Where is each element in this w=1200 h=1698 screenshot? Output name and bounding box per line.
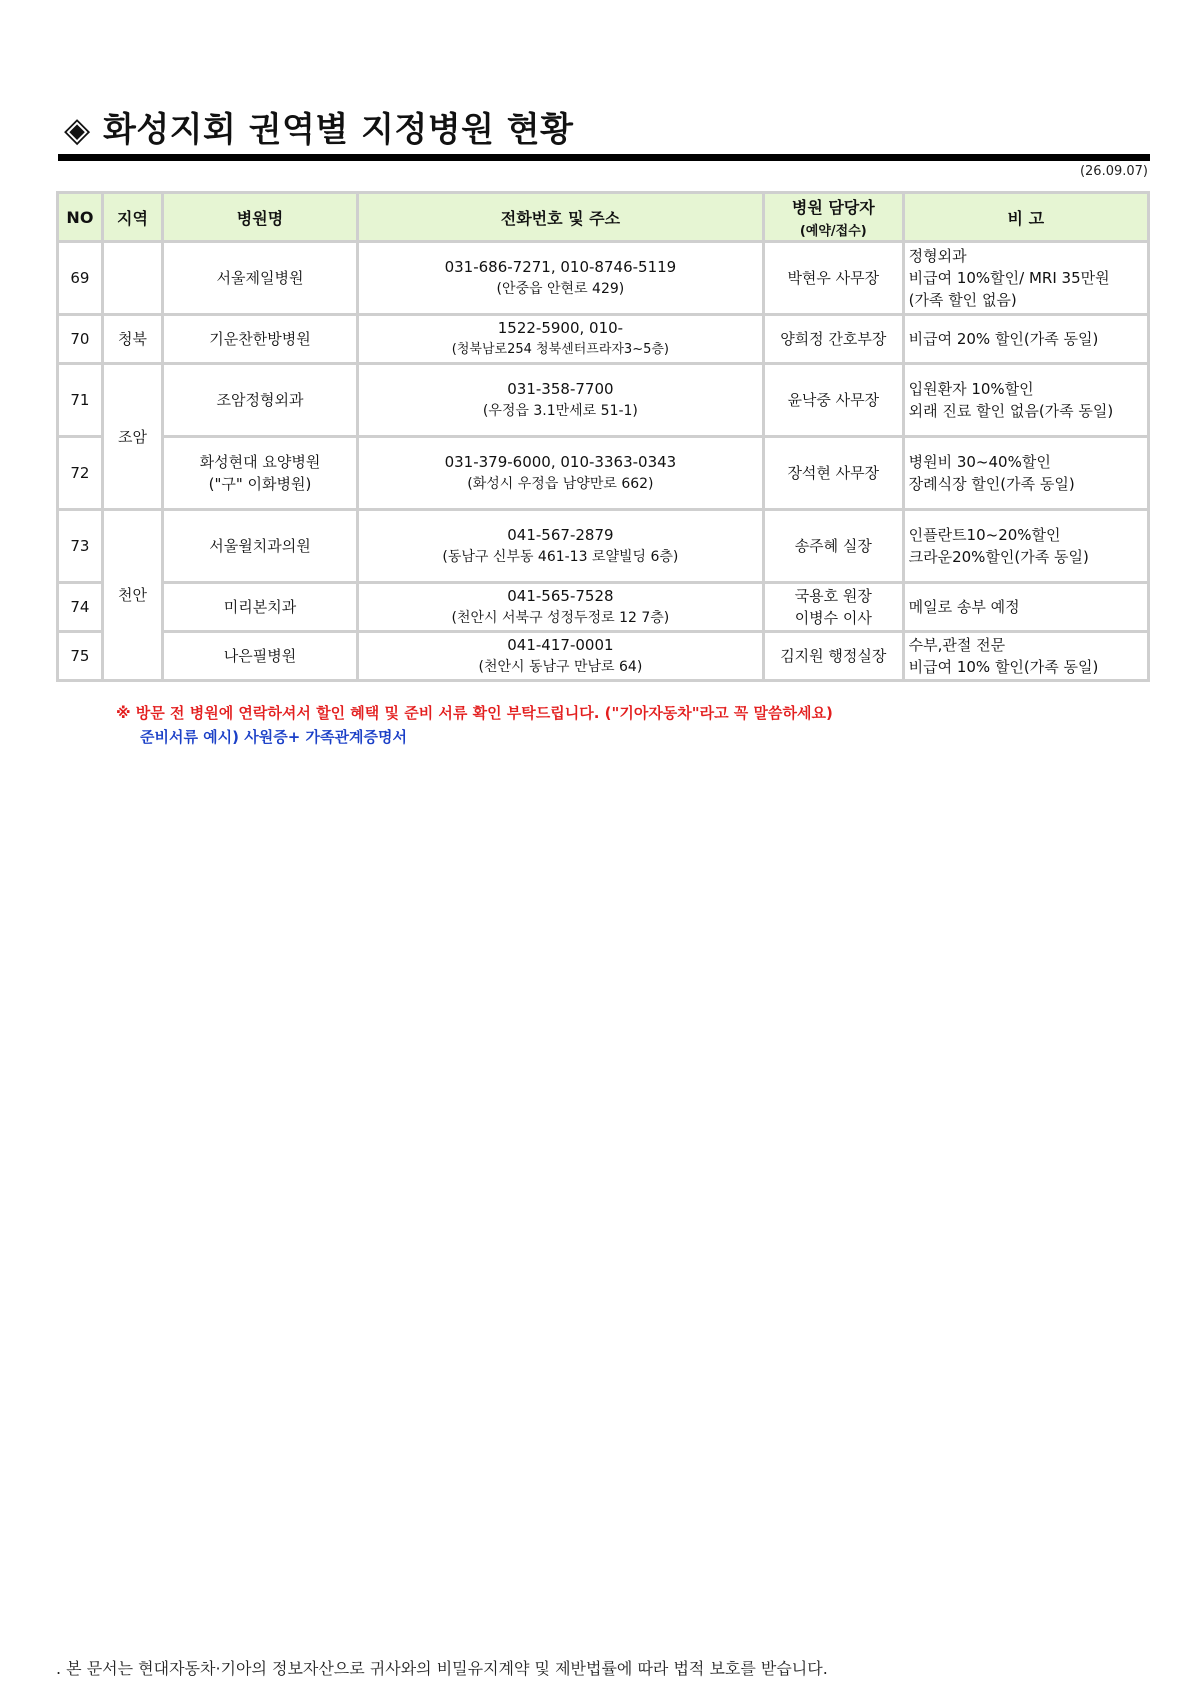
phone-number: 031-379-6000, 010-3363-0343 (444, 453, 677, 471)
cell-contact (359, 365, 762, 435)
cell-manager (765, 243, 902, 313)
cell-no: 70 (59, 316, 101, 362)
hospital-table (56, 191, 1150, 682)
cell-note (905, 243, 1147, 313)
manager-name: 윤낙중 사무장 (787, 391, 880, 409)
document-date: (26.09.07) (1079, 164, 1148, 179)
address: (우정읍 3.1만세로 51-1) (482, 403, 638, 419)
cell-hospital-name (164, 584, 356, 630)
table-row (59, 243, 1147, 313)
note-line: 인플란트10~20%할인 (908, 526, 1061, 544)
cell-note (905, 365, 1147, 435)
cell-contact (359, 316, 762, 362)
cell-hospital-name (164, 365, 356, 435)
cell-hospital-name (164, 243, 356, 313)
phone-number: 041-565-7528 (507, 587, 614, 605)
cell-region (104, 243, 161, 313)
note-line: 비급여 10%할인/ MRI 35만원 (908, 269, 1110, 287)
column-header-manager-sub: (예약/접수) (799, 224, 867, 239)
confidentiality-footer: . 본 문서는 현대자동차·기아의 정보자산으로 귀사와의 비밀유지계약 및 제반법률에 따라 법적 보호를 받습니다. (56, 1659, 828, 1678)
cell-region: 청북 (104, 316, 161, 362)
cell-no: 71 (59, 365, 101, 435)
note-line: 비급여 10% 할인(가족 동일) (908, 658, 1099, 676)
column-header-contact: 전화번호 및 주소 (359, 194, 762, 240)
phone-number: 1522-5900, 010- (497, 319, 624, 337)
manager-name: 장석현 사무장 (787, 464, 880, 482)
manager-name: 양희정 간호부장 (780, 330, 887, 348)
cell-contact (359, 511, 762, 581)
column-header-region: 지역 (104, 194, 161, 240)
column-header-manager (765, 194, 902, 240)
hospital-name-line: 미리본치과 (223, 598, 297, 616)
column-header-no: NO (59, 194, 101, 240)
address: (천안시 서북구 성정두정로 12 7층) (451, 610, 670, 626)
required-documents-note: 준비서류 예시) 사원증+ 가족관계증명서 (140, 728, 407, 746)
column-header-manager-label: 병원 담당자 (791, 198, 875, 217)
table-row (59, 316, 1147, 362)
manager-name: 국용호 원장 (794, 587, 872, 605)
cell-hospital-name (164, 511, 356, 581)
cell-hospital-name (164, 633, 356, 679)
phone-number: 031-358-7700 (507, 380, 614, 398)
cell-hospital-name (164, 316, 356, 362)
note-line: 수부,관절 전문 (908, 636, 1006, 654)
table-row (59, 511, 1147, 581)
manager-name: 송주혜 실장 (794, 537, 872, 555)
column-header-note: 비 고 (905, 194, 1147, 240)
note-line: 비급여 20% 할인(가족 동일) (908, 330, 1099, 348)
manager-name: 박현우 사무장 (787, 269, 880, 287)
address: (안중읍 안현로 429) (496, 281, 625, 297)
cell-manager (765, 438, 902, 508)
hospital-name-line: 서울윌치과의원 (209, 537, 311, 555)
hospital-name-line: 나은필병원 (223, 647, 297, 665)
note-line: 외래 진료 할인 없음(가족 동일) (908, 402, 1114, 420)
cell-note (905, 316, 1147, 362)
cell-contact (359, 584, 762, 630)
hospital-name-line: 조암정형외과 (216, 391, 304, 409)
cell-manager (765, 365, 902, 435)
hospital-name-line: 화성현대 요양병원 (199, 453, 321, 471)
note-line: 크라운20%할인(가족 동일) (908, 548, 1089, 566)
manager-name: 김지원 행정실장 (780, 647, 887, 665)
address: (천안시 동남구 만남로 64) (478, 659, 643, 675)
phone-number: 031-686-7271, 010-8746-5119 (444, 258, 677, 276)
cell-manager (765, 584, 902, 630)
column-header-hospital: 병원명 (164, 194, 356, 240)
cell-no: 69 (59, 243, 101, 313)
page-title: ◈ 화성지회 권역별 지정병원 현황 (64, 110, 574, 150)
address: (청북남로254 청북센터프라자3~5층) (451, 342, 670, 357)
hospital-name-line: 서울제일병원 (216, 269, 304, 287)
cell-region: 천안 (104, 511, 161, 679)
cell-region: 조암 (104, 365, 161, 508)
cell-manager (765, 633, 902, 679)
table-header-row (59, 194, 1147, 240)
table-row (59, 438, 1147, 508)
hospital-name-line: 기운찬한방병원 (209, 330, 311, 348)
phone-number: 041-567-2879 (507, 526, 614, 544)
table-row (59, 584, 1147, 630)
cell-contact (359, 633, 762, 679)
table-row (59, 633, 1147, 679)
cell-note (905, 633, 1147, 679)
cell-no: 75 (59, 633, 101, 679)
cell-note (905, 438, 1147, 508)
cell-contact (359, 243, 762, 313)
cell-contact (359, 438, 762, 508)
note-line: 장례식장 할인(가족 동일) (908, 475, 1075, 493)
note-line: 메일로 송부 예정 (908, 598, 1020, 616)
manager-name: 이병수 이사 (794, 609, 872, 627)
visit-notice: ※ 방문 전 병원에 연락하셔서 할인 혜택 및 준비 서류 확인 부탁드립니다. ("기아자동차"라고 꼭 말씀하세요) (116, 704, 833, 722)
address: (화성시 우정읍 남양만로 662) (467, 476, 654, 492)
cell-note (905, 584, 1147, 630)
address: (동남구 신부동 461-13 로얄빌딩 6층) (442, 549, 679, 565)
cell-no: 74 (59, 584, 101, 630)
hospital-name-line: ("구" 이화병원) (208, 475, 312, 493)
title-underline (58, 154, 1150, 161)
note-line: (가족 할인 없음) (908, 291, 1017, 309)
cell-note (905, 511, 1147, 581)
note-line: 병원비 30~40%할인 (908, 453, 1051, 471)
note-line: 입원환자 10%할인 (908, 380, 1034, 398)
phone-number: 041-417-0001 (507, 636, 614, 654)
cell-no: 73 (59, 511, 101, 581)
cell-hospital-name (164, 438, 356, 508)
cell-no: 72 (59, 438, 101, 508)
cell-manager (765, 316, 902, 362)
note-line: 정형외과 (908, 247, 967, 265)
cell-manager (765, 511, 902, 581)
table-row (59, 365, 1147, 435)
